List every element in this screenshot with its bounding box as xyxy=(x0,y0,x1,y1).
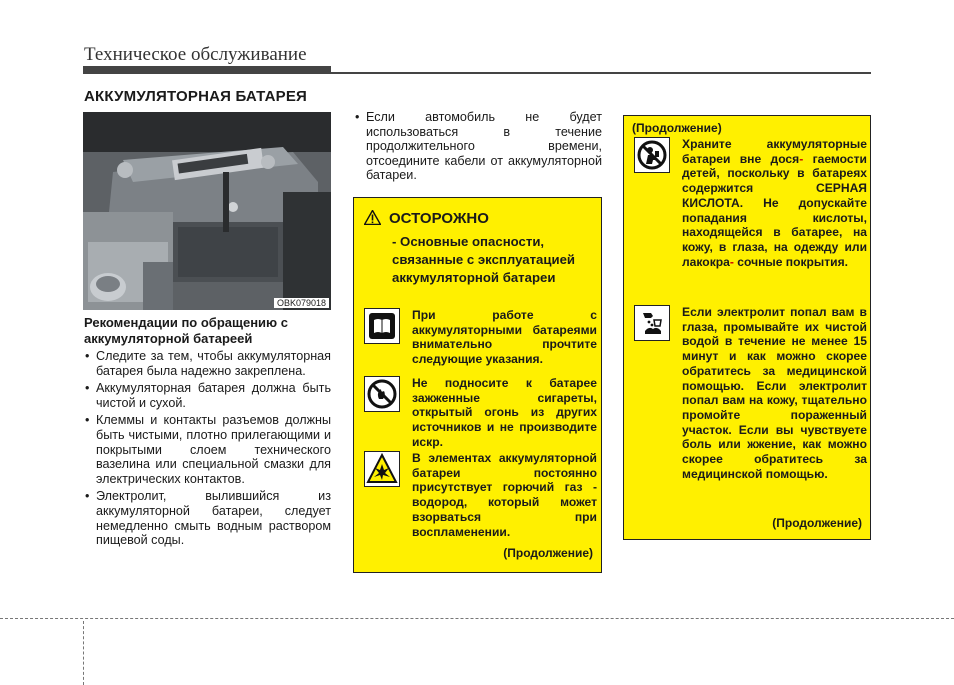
storage-advice-list xyxy=(354,110,602,186)
footer-divider xyxy=(0,618,954,619)
warning-heading xyxy=(364,210,489,227)
warning-item xyxy=(364,308,597,367)
warning-item xyxy=(634,305,867,481)
list-item: • Аккумуляторная батарея должна быть чистой и сухой. xyxy=(84,381,331,410)
header-bar xyxy=(83,66,331,74)
continued-label: (Продолжение) xyxy=(503,546,593,560)
warning-item-text: В элементах аккумуляторной батареи постоянно присутствует горючий газ - водород, который может взорваться при воспламенении. xyxy=(412,451,597,539)
engine-bay-image xyxy=(83,112,331,310)
continued-label: (Продолжение) xyxy=(772,516,862,530)
list-item: • Если автомобиль не будет использоваться в течение продолжительного времени, отсоедините кабели от аккумуляторной батареи. xyxy=(354,110,602,183)
recommendations-list xyxy=(84,349,331,551)
list-item: • Клеммы и контакты разъемов должны быть чистыми, плотно прилегающими и покрытыми слоем технического вазелина или специальной смазки для электрических контактов. xyxy=(84,413,331,486)
page-header-title: Техническое обслуживание xyxy=(84,44,307,65)
continued-top-label: (Продолжение) xyxy=(632,121,722,135)
list-item: • Следите за тем, чтобы аккумуляторная батарея была надежно закреплена. xyxy=(84,349,331,378)
warning-box-continued xyxy=(623,115,871,540)
warning-box xyxy=(353,197,602,573)
corrosive-icon xyxy=(634,305,670,341)
warning-heading-text: ОСТОРОЖНО xyxy=(389,210,489,227)
recommendations-title: Рекомендации по обращению с аккумуляторной батареей xyxy=(84,315,288,346)
explosive-icon xyxy=(364,451,400,487)
warning-item-text: Храните аккумуляторные батареи вне дося- гаемости детей, поскольку в батареях содержится СЕРНАЯ КИСЛОТА. Не допускайте попадания кислоты, находящейся в батарее, на кожу, в глаза, на одежду или лакокра- сочные покрытия. xyxy=(682,137,867,269)
warning-item xyxy=(364,451,597,539)
photo-caption: OBK079018 xyxy=(274,298,329,308)
keep-from-children-icon xyxy=(634,137,670,173)
warning-item xyxy=(364,376,597,450)
battery-photo xyxy=(83,112,331,310)
no-fire-icon xyxy=(364,376,400,412)
list-item: • Электролит, вылившийся из аккумуляторной батареи, следует немедленно смыть водным раствором пищевой соды. xyxy=(84,489,331,547)
footer-margin-line xyxy=(83,621,84,685)
header-rule xyxy=(331,72,871,74)
warning-item-text: Не подносите к батарее зажженные сигареты, открытый огонь из других источников и не производите искр. xyxy=(412,376,597,449)
warning-item xyxy=(634,137,867,269)
warning-triangle-icon xyxy=(364,210,381,225)
section-title: АККУМУЛЯТОРНАЯ БАТАРЕЯ xyxy=(84,88,308,105)
warning-subtitle: - Основные опасности, связанные с эксплуатацией аккумуляторной батареи xyxy=(392,234,576,285)
warning-item-text: Если электролит попал вам в глаза, промывайте их чистой водой в течение не менее 15 минут и как можно скорее обратитесь за медицинской помощью. Если электролит попал вам на кожу, тщательно промойте пораженный участок. Если вы чувствуете боль или жжение, как можно скорее обратитесь за медицинской помощью. xyxy=(682,305,867,481)
warning-item-text: При работе с аккумуляторными батареями внимательно прочтите следующие указания. xyxy=(412,308,597,367)
read-manual-icon xyxy=(364,308,400,344)
